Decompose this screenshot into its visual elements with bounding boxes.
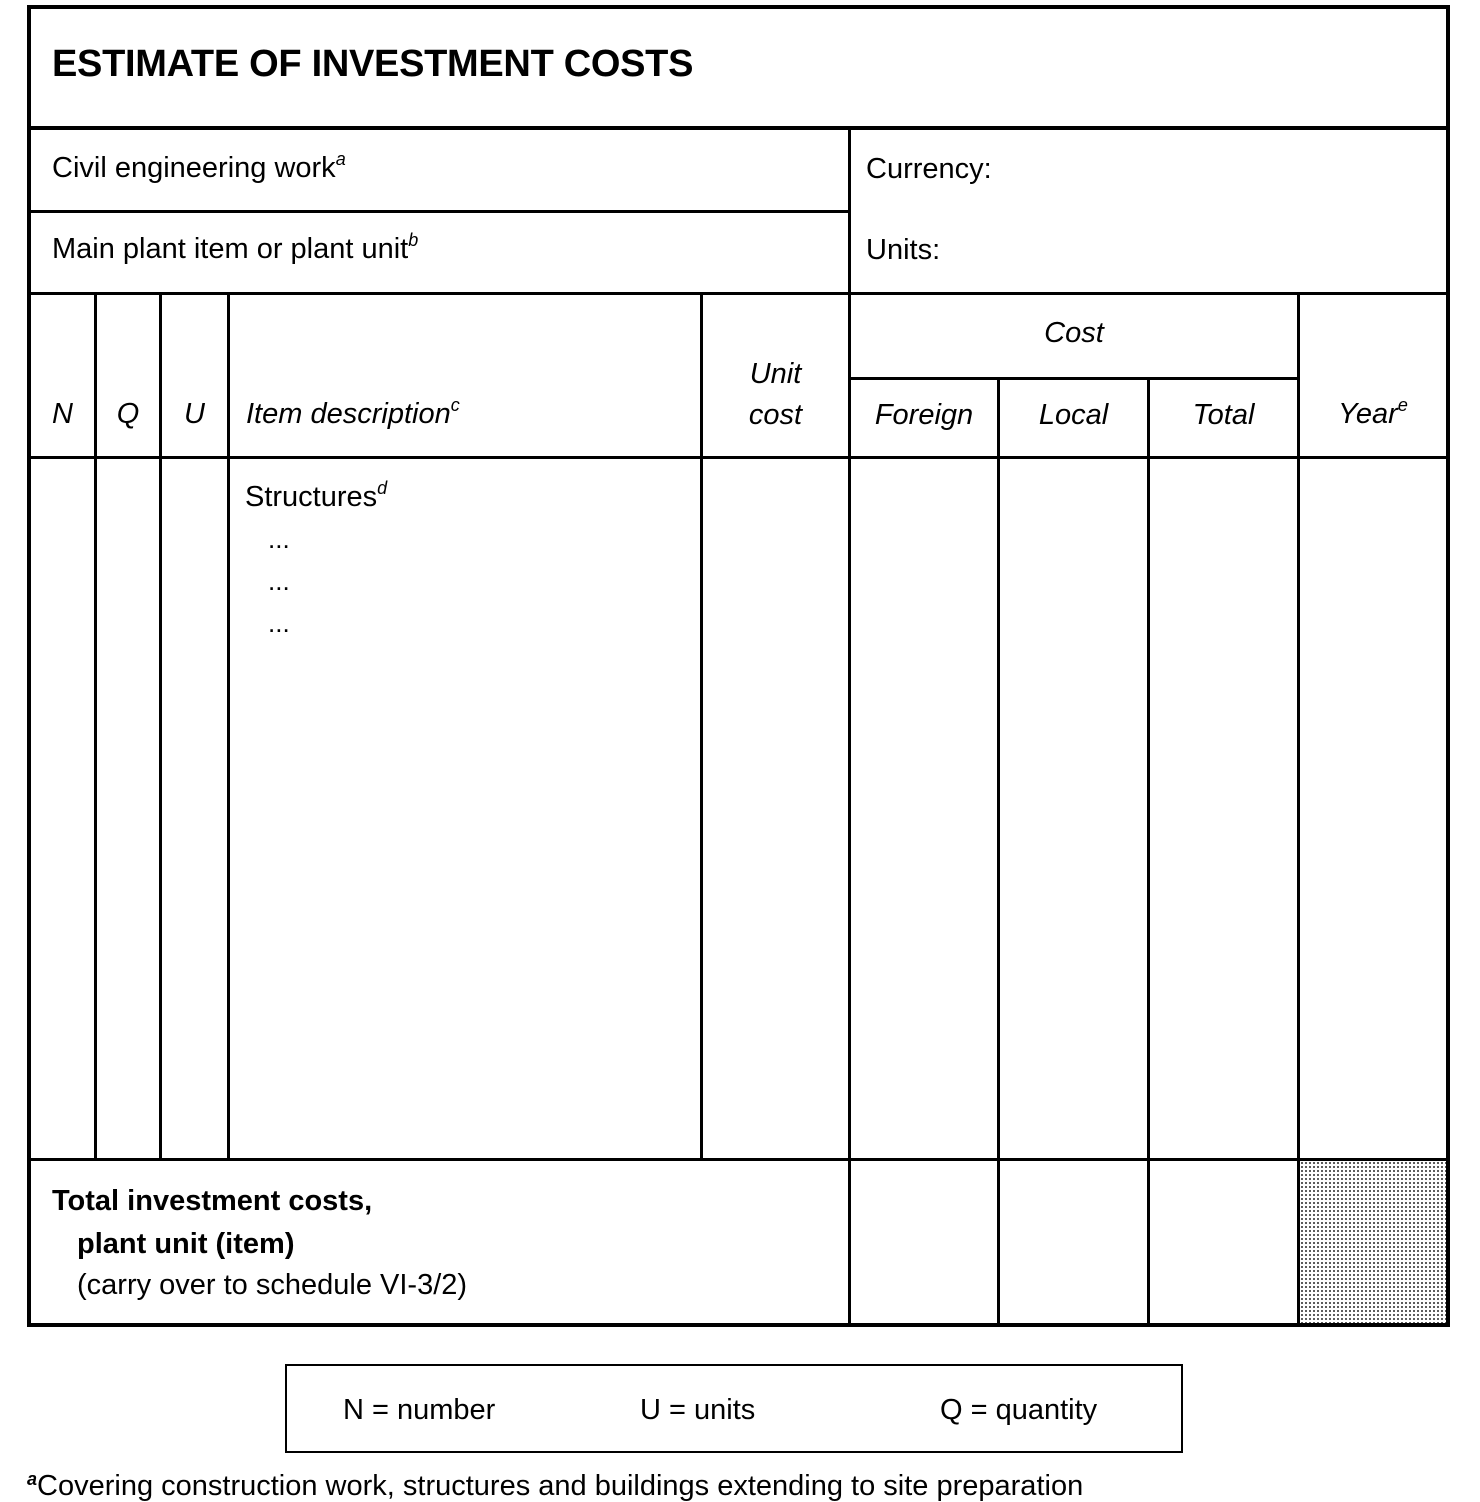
cost-group-divider <box>848 377 1299 380</box>
plant-unit-label <box>52 230 419 265</box>
col-header-n: N <box>52 398 73 430</box>
plant-unit-text: Main plant item or plant unit <box>52 233 409 265</box>
col-header-year-text: Year <box>1338 398 1398 430</box>
footnote-d-ref: d <box>377 478 388 498</box>
info-divider <box>27 292 1450 295</box>
info-vertical <box>848 128 851 1326</box>
legend-u: U = units <box>640 1394 756 1426</box>
col-header-u: U <box>184 398 205 430</box>
col-header-unit-cost-line1: Unit <box>749 358 802 390</box>
totals-label-line2: plant unit (item) <box>77 1228 295 1260</box>
col-line-u <box>227 294 230 1160</box>
units-input[interactable] <box>960 231 1430 267</box>
footnote-a-ref: a <box>335 149 346 169</box>
currency-label: Currency: <box>866 153 992 185</box>
footnote-c-ref: c <box>450 395 460 415</box>
totals-label-line1: Total investment costs, <box>52 1185 373 1217</box>
legend-q: Q = quantity <box>940 1394 1098 1426</box>
form-title: ESTIMATE OF INVESTMENT COSTS <box>52 43 694 85</box>
totals-label-line3: (carry over to schedule VI-3/2) <box>77 1269 468 1301</box>
footnote-a-marker: a <box>27 1469 38 1489</box>
structures-label <box>245 478 388 513</box>
border-left <box>27 5 31 1327</box>
currency-input[interactable] <box>1020 150 1430 186</box>
border-right <box>1446 5 1450 1327</box>
col-header-total: Total <box>1192 399 1255 431</box>
col-line-foreign <box>997 378 1000 1326</box>
col-header-item-text: Item description <box>246 398 451 430</box>
border-top <box>27 5 1450 9</box>
ellipsis-row: ... <box>268 608 290 638</box>
year-total-shaded-cell <box>1300 1161 1446 1323</box>
header-divider <box>27 456 1450 459</box>
footnote-b-ref: b <box>408 230 419 250</box>
ellipsis-row: ... <box>268 566 290 596</box>
civil-divider <box>27 210 850 213</box>
civil-engineering-label <box>52 149 346 184</box>
structures-text: Structures <box>245 481 378 513</box>
border-bottom <box>27 1323 1450 1327</box>
units-label: Units: <box>866 234 941 266</box>
col-header-q: Q <box>116 398 140 430</box>
civil-engineering-text: Civil engineering work <box>52 152 336 184</box>
col-header-local: Local <box>1038 399 1109 431</box>
col-header-item <box>246 395 460 430</box>
ellipsis-row: ... <box>268 524 290 554</box>
col-line-local <box>1147 378 1150 1326</box>
col-header-cost-group: Cost <box>1044 317 1104 349</box>
footnote-e-ref: e <box>1397 395 1408 415</box>
col-header-year <box>1300 395 1446 430</box>
col-header-foreign: Foreign <box>874 399 974 431</box>
footnote-a-text: Covering construction work, structures and buildings extending to site preparation <box>37 1470 1084 1502</box>
col-header-unit-cost-line2: cost <box>748 399 803 431</box>
title-divider <box>27 126 1450 130</box>
legend-n: N = number <box>343 1394 496 1426</box>
totals-divider <box>27 1158 1450 1161</box>
